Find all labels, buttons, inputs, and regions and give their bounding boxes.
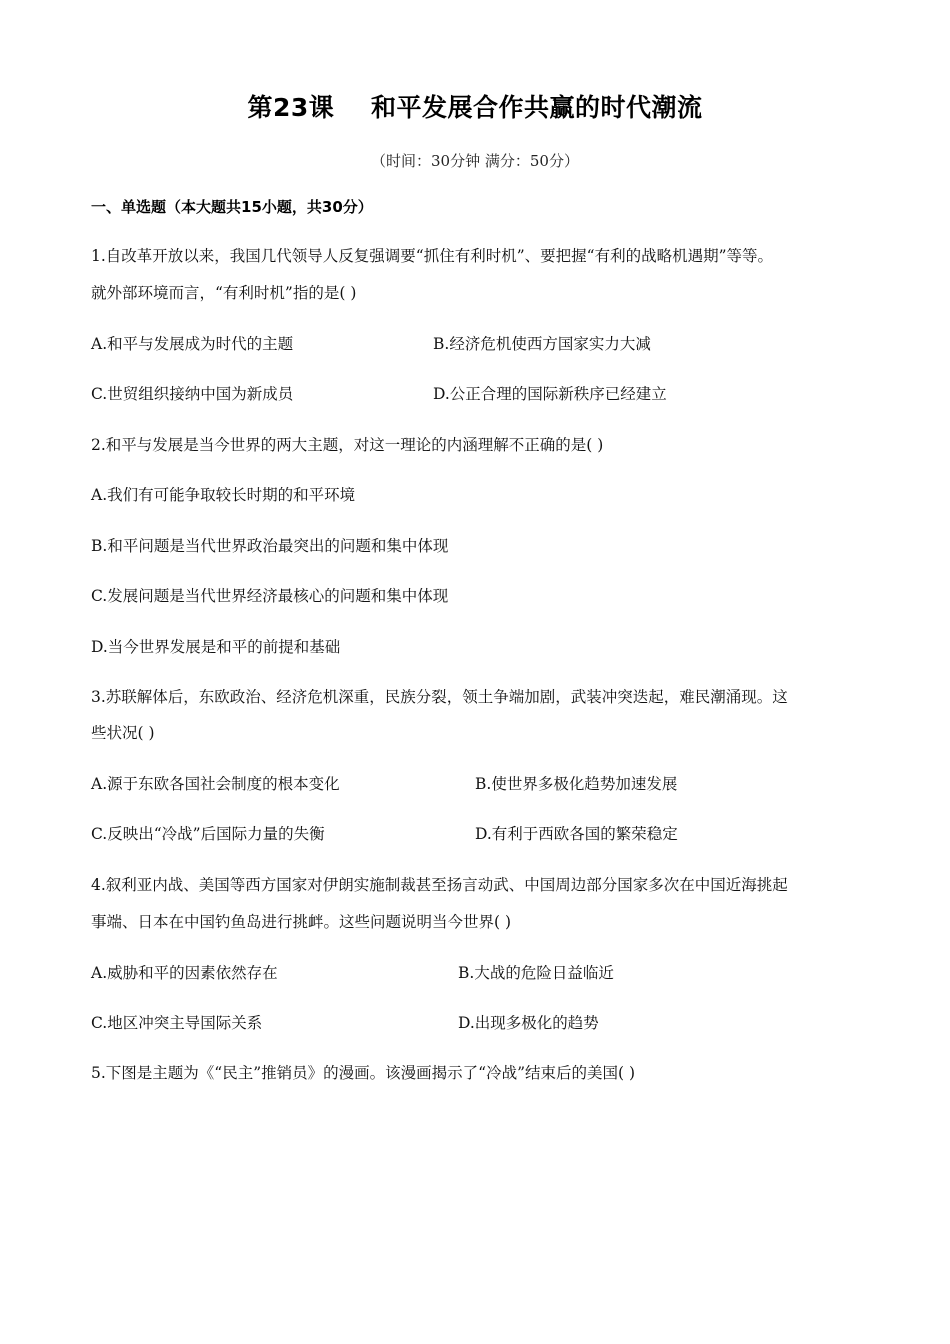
- question-3-option-c: C.反映出“冷战”后国际力量的失衡: [91, 825, 325, 843]
- question-1-option-a: A.和平与发展成为时代的主题: [91, 335, 294, 353]
- question-4-stem-line-1: 4.叙利亚内战、美国等西方国家对伊朗实施制裁甚至扬言动武、中国周边部分国家多次在中国近海挑起: [91, 876, 788, 894]
- question-2-option-b: B.和平问题是当代世界政治最突出的问题和集中体现: [91, 537, 449, 555]
- exam-info: （时间：30分钟 满分：50分）: [371, 152, 579, 170]
- question-3-option-a: A.源于东欧各国社会制度的根本变化: [91, 775, 340, 793]
- question-2-stem-line-1: 2.和平与发展是当今世界的两大主题，对这一理论的内涵理解不正确的是( ): [91, 436, 604, 454]
- page-title: 第23课 和平发展合作共赢的时代潮流: [247, 93, 703, 122]
- question-3-stem-line-2: 些状况( ): [91, 724, 155, 742]
- question-1-option-c: C.世贸组织接纳中国为新成员: [91, 385, 294, 403]
- question-1-option-d: D.公正合理的国际新秩序已经建立: [433, 385, 667, 403]
- question-1-stem-line-2: 就外部环境而言，“有利时机”指的是( ): [91, 284, 357, 302]
- question-5-stem-line-1: 5.下图是主题为《“民主”推销员》的漫画。该漫画揭示了“冷战”结束后的美国( ): [91, 1064, 636, 1082]
- question-3-stem-line-1: 3.苏联解体后，东欧政治、经济危机深重，民族分裂，领土争端加剧，武装冲突迭起，难民潮涌现。这: [91, 688, 788, 706]
- section-heading: 一、单选题（本大题共15小题，共30分）: [91, 198, 373, 216]
- question-2-option-d: D.当今世界发展是和平的前提和基础: [91, 638, 341, 656]
- question-4-option-c: C.地区冲突主导国际关系: [91, 1014, 263, 1032]
- question-3-option-d: D.有利于西欧各国的繁荣稳定: [475, 825, 678, 843]
- question-4-option-b: B.大战的危险日益临近: [458, 964, 614, 982]
- question-2-option-a: A.我们有可能争取较长时期的和平环境: [91, 486, 356, 504]
- question-4-stem-line-2: 事端、日本在中国钓鱼岛进行挑衅。这些问题说明当今世界( ): [91, 913, 512, 931]
- question-1-stem-line-1: 1.自改革开放以来，我国几代领导人反复强调要“抓住有利时机”、要把握“有利的战略机遇期”等等。: [91, 247, 773, 265]
- question-4-option-d: D.出现多极化的趋势: [458, 1014, 599, 1032]
- question-3-option-b: B.使世界多极化趋势加速发展: [475, 775, 678, 793]
- question-4-option-a: A.威胁和平的因素依然存在: [91, 964, 278, 982]
- question-1-option-b: B.经济危机使西方国家实力大减: [433, 335, 651, 353]
- question-2-option-c: C.发展问题是当代世界经济最核心的问题和集中体现: [91, 587, 449, 605]
